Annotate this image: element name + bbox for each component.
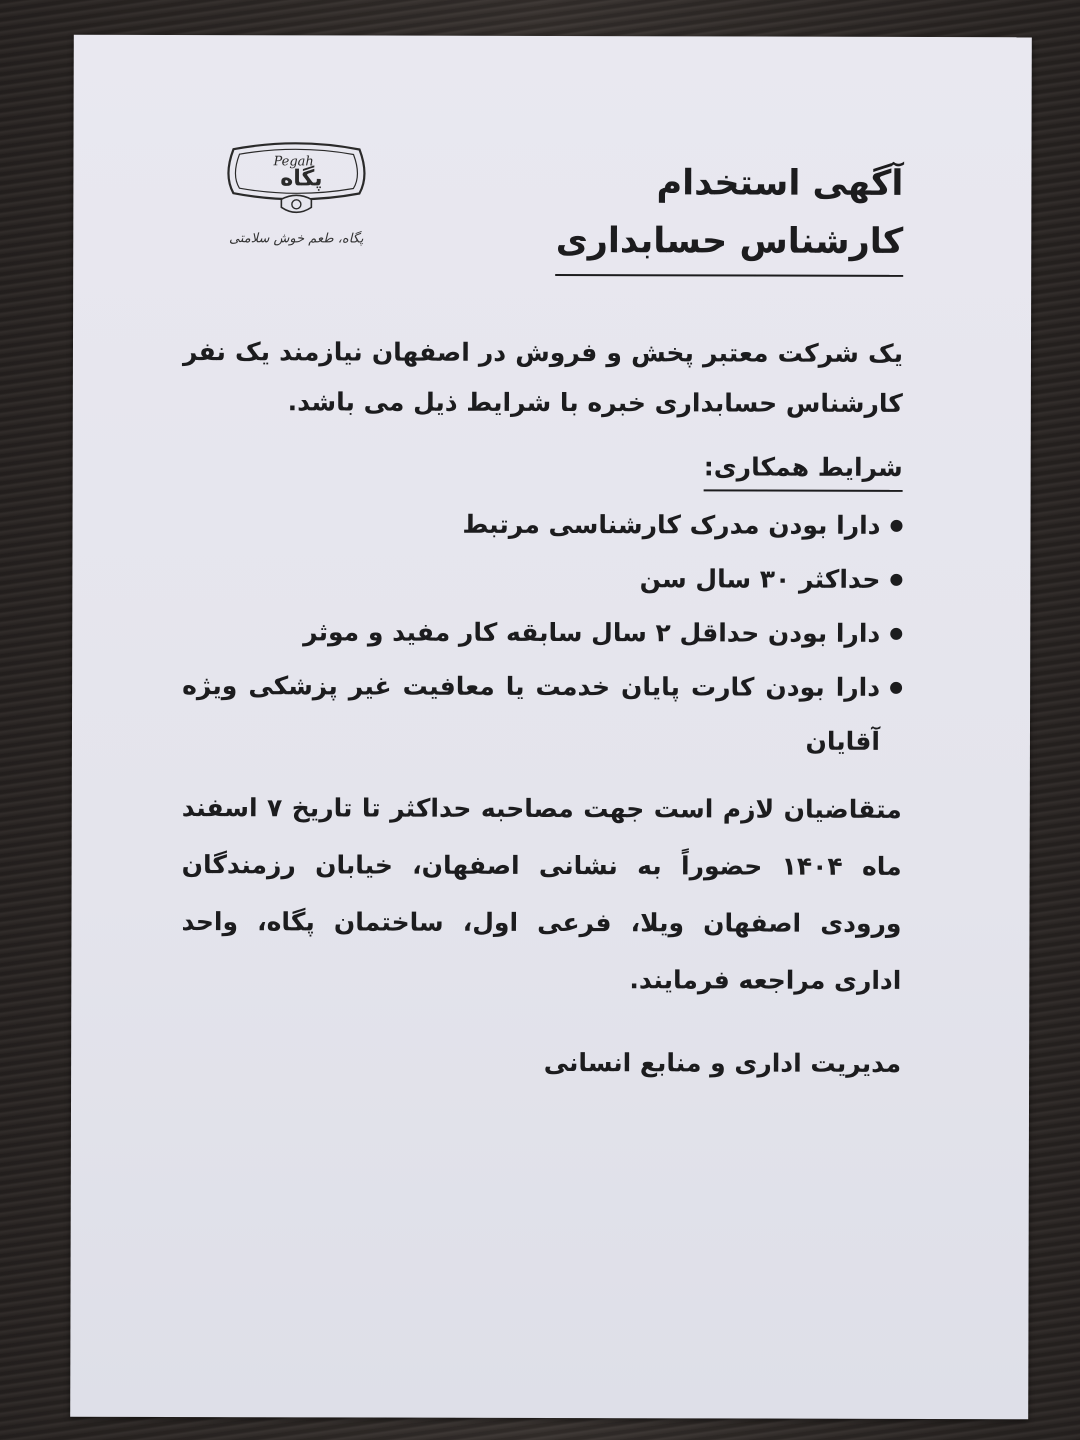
intro-paragraph: یک شرکت معتبر پخش و فروش در اصفهان نیازمند یک نفر کارشناس حسابداری خبره با شرایط ذیل می باشد. [182, 337, 904, 418]
bullet-icon [890, 574, 902, 586]
title-line-2: کارشناس حسابداری [556, 212, 904, 277]
title-line-1: آگهی استخدام [656, 163, 904, 204]
conditions-heading: شرایط همکاری: [704, 445, 903, 492]
application-instructions: متقاضیان لازم است جهت مصاحبه حداکثر تا تاریخ ۷ اسفند ماه ۱۴۰۴ حضوراً به نشانی اصفهان، خیابان رزمندگان ورودی اصفهان ویلا، فرعی اول، ساختمان پگاه، واحد اداری مراجعه فرمایند. [181, 793, 902, 995]
pegah-logo [211, 135, 381, 246]
list-item [182, 497, 902, 553]
condition-text: دارا بودن کارت پایان خدمت یا معافیت غیر پزشکی ویژه آقایان [182, 671, 881, 756]
bullet-icon [891, 520, 903, 532]
condition-text: حداکثر ۳۰ سال سن [639, 564, 881, 594]
conditions-list [182, 497, 903, 769]
bullet-icon [890, 628, 902, 640]
logo-persian-text: پگاه [280, 166, 323, 192]
condition-text: دارا بودن مدرک کارشناسی مرتبط [462, 509, 881, 540]
body-content [181, 327, 903, 1089]
bullet-icon [890, 682, 902, 694]
page-title [556, 154, 904, 277]
pegah-logo-badge [221, 135, 371, 217]
signature: مدیریت اداری و منابع انسانی [543, 1047, 902, 1078]
list-item [182, 605, 902, 661]
condition-text: دارا بودن حداقل ۲ سال سابقه کار مفید و موثر [303, 617, 881, 648]
logo-latin-text: Pegah [273, 154, 314, 170]
list-item [182, 551, 902, 607]
logo-slogan: پگاه، طعم خوش سلامتی [229, 231, 364, 247]
list-item [182, 659, 902, 769]
job-advertisement-sheet [70, 35, 1032, 1420]
